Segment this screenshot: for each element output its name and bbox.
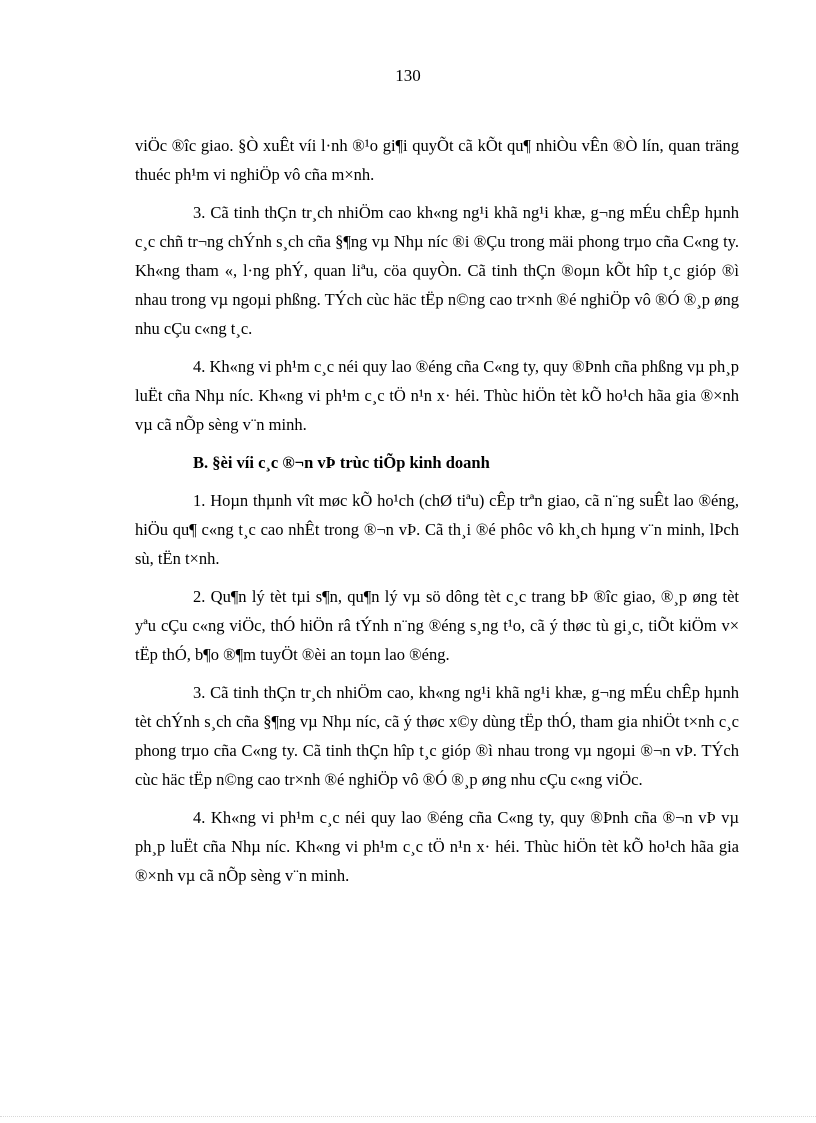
section-heading-b: B. §èi víi c¸c ®¬n vÞ trùc tiÕp kinh doanh (193, 453, 490, 472)
paragraph-b-item-4: 4. Kh«ng vi ph¹m c¸c néi quy lao ®éng cña C«ng ty, quy ®Þnh cña ®¬n vÞ vµ ph¸p luËt cña Nhµ níc. Kh«ng vi ph¹m c¸c tÖ n¹n x· héi. Thùc hiÖn tèt kÕ ho¹ch hãa gia ®×nh vµ cã nÕp sèng v¨n minh. (135, 808, 739, 885)
document-body (135, 131, 739, 899)
paragraph-b-item-2: 2. Qu¶n lý tèt tµi s¶n, qu¶n lý vµ sö dông tèt c¸c trang bÞ ®îc giao, ®¸p øng tèt yªu cÇu c«ng viÖc, thÓ hiÖn râ tÝnh n¨ng ®éng s¸ng t¹o, cã ý thøc tù gi¸c, tiÕt kiÖm v× tËp thÓ, b¶o ®¶m tuyÖt ®èi an toµn lao ®éng. (135, 587, 739, 664)
paragraph-continuation: viÖc ®îc giao. §Ò xuÊt víi l·nh ®¹o gi¶i quyÕt cã kÕt qu¶ nhiÒu vÊn ®Ò lín, quan träng thuéc ph¹m vi nghiÖp vô cña m×nh. (135, 136, 739, 184)
paragraph-item-4: 4. Kh«ng vi ph¹m c¸c néi quy lao ®éng cña C«ng ty, quy ®Þnh cña phßng vµ ph¸p luËt cña Nhµ níc. Kh«ng vi ph¹m c¸c tÖ n¹n x· héi. Thùc hiÖn tèt kÕ ho¹ch hãa gia ®×nh vµ cã nÕp sèng v¨n minh. (135, 357, 739, 434)
paragraph-b-item-3: 3. Cã tinh thÇn tr¸ch nhiÖm cao, kh«ng ng¹i khã ng¹i khæ, g¬ng mÉu chÊp hµnh tèt chÝnh s¸ch cña §¶ng vµ Nhµ níc, cã ý thøc x©y dùng tËp thÓ, tham gia nhiÖt t×nh c¸c phong trµo cña C«ng ty. Cã tinh thÇn hîp t¸c gióp ®ì nhau trong vµ ngoµi ®¬n vÞ. TÝch cùc häc tËp n©ng cao tr×nh ®é nghiÖp vô ®Ó ®¸p øng nhu cÇu c«ng viÖc. (135, 683, 739, 789)
paragraph-item-3: 3. Cã tinh thÇn tr¸ch nhiÖm cao kh«ng ng¹i khã ng¹i khæ, g¬ng mÉu chÊp hµnh c¸c chñ tr¬ng chÝnh s¸ch cña §¶ng vµ Nhµ níc ®i ®Çu trong mäi phong trµo cña C«ng ty. Kh«ng tham «, l·ng phÝ, quan liªu, cöa quyÒn. Cã tinh thÇn ®oµn kÕt hîp t¸c gióp ®ì nhau trong vµ ngoµi phßng. TÝch cùc häc tËp n©ng cao tr×nh ®é nghiÖp vô ®Ó ®¸p øng nhu cÇu c«ng t¸c. (135, 203, 739, 338)
paragraph-b-item-1: 1. Hoµn thµnh vît møc kÕ ho¹ch (chØ tiªu) cÊp trªn giao, cã n¨ng suÊt lao ®éng, hiÖu qu¶ c«ng t¸c cao nhÊt trong ®¬n vÞ. Cã th¸i ®é phôc vô kh¸ch hµng v¨n minh, lÞch sù, tËn t×nh. (135, 491, 739, 568)
page-bottom-divider (0, 1116, 816, 1117)
page-number: 130 (395, 66, 421, 85)
